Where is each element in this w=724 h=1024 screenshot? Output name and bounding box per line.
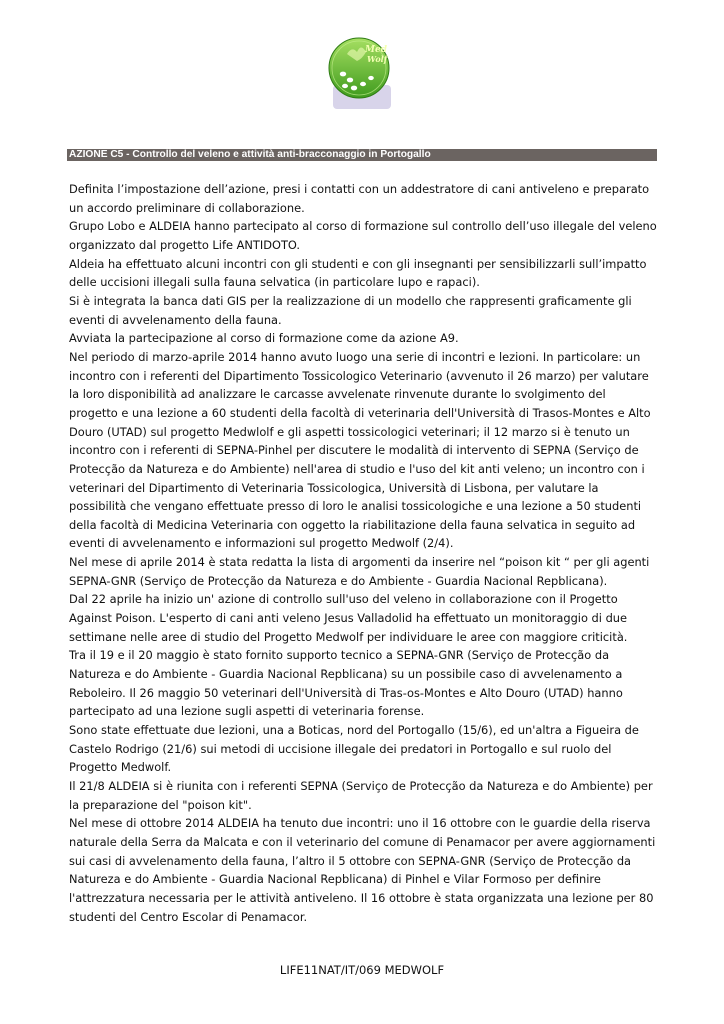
svg-text:Wolf: Wolf [367, 54, 388, 64]
svg-text:Med: Med [365, 45, 387, 55]
paragraph: Definita l’impostazione dell’azione, presi i contatti con un addestratore di cani antiveleno e preparato un accordo preliminare di collaborazione. [69, 182, 650, 215]
paragraph: Grupo Lobo e ALDEIA hanno partecipato al corso di formazione sul controllo dell’uso illegale del veleno organizzato dal progetto Life ANTIDOTO. [69, 219, 657, 252]
page-footer: LIFE11NAT/IT/069 MEDWOLF [279, 963, 445, 977]
section-title-bar: AZIONE C5 - Controllo del veleno e attività anti-bracconaggio in Portogallo [67, 149, 657, 161]
paragraph: Dal 22 aprile ha inizio un' azione di controllo sull'uso del veleno in collaborazione con il Progetto Against Poison. L'esperto di cani anti veleno Jesus Valladolid ha effettuato un monitoraggio di due settimane nelle aree di studio del Progetto Medwolf per individuare le aree con maggiore criticità. [69, 592, 628, 644]
paragraph: Il 21/8 ALDEIA si è riunita con i referenti SEPNA (Serviço de Protecção da Natureza e do Ambiente) per la preparazione del "poison kit". [69, 779, 653, 812]
paragraph: Si è integrata la banca dati GIS per la realizzazione di un modello che rappresenti graficamente gli eventi di avvelenamento della fauna. [69, 293, 632, 327]
paragraph: Nel mese di aprile 2014 è stata redatta la lista di argomenti da inserire nel “poison kit “ per gli agenti SEPNA-GNR (Serviço de Protecção da Natureza e do Ambiente - Guardia Nacional Repblicana). [69, 555, 650, 588]
paragraph: Aldeia ha effettuato alcuni incontri con gli studenti e con gli insegnanti per sensibilizzarli sull’impatto delle uccisioni illegali sulla fauna selvatica (in particolare lupo e rapaci). [69, 256, 647, 290]
medwolf-logo-icon [325, 30, 395, 110]
document-body [69, 180, 657, 926]
paragraph: Avviata la partecipazione al corso di formazione come da azione A9. [69, 331, 459, 346]
paragraph: Tra il 19 e il 20 maggio è stato fornito supporto tecnico a SEPNA-GNR (Serviço de Protecção da Natureza e do Ambiente - Guardia Nacional Repblicana) su un possibile caso di avvelenamento a Reboleiro. Il 26 maggio 50 veterinari dell'Università di Tras-os-Montes e Alto Douro (UTAD) hanno partecipato ad una lezione sugli aspetti di veterinaria forense. [69, 648, 623, 719]
paragraph: Sono state effettuate due lezioni, una a Boticas, nord del Portogallo (15/6), ed un'altra a Figueira de Castelo Rodrigo (21/6) sui metodi di uccisione illegale dei predatori in Portogallo e sul ruolo del Progetto Medwolf. [69, 723, 639, 775]
paragraph: Nel periodo di marzo-aprile 2014 hanno avuto luogo una serie di incontri e lezioni. In particolare: un incontro con i referenti del Dipartimento Tossicologico Veterinario (avvenuto il 26 marzo) per valutare la loro disponibilità ad analizzare le carcasse avvelenate rinvenute durante lo svolgimento del progetto e una lezione a 60 studenti della facoltà di veterinaria dell'Università di Trasos-Montes e Alto Douro (UTAD) sul progetto Medwlolf e gli aspetti tossicologici veterinari; il 12 marzo si è tenuto un incontro con i referenti di SEPNA-Pinhel per discutere le modalità di intervento di SEPNA (Serviço de Protecção da Natureza e do Ambiente) nell'area di studio e l'uso del kit anti veleno; un incontro con i veterinari del Dipartimento di Veterinaria Tossicologica, Università di Lisbona, per valutare la possibilità che vengano effettuate presso di loro le analisi tossicologiche e una lezione a 50 studenti della facoltà di Medicina Veterinaria con oggetto la riabilitazione della fauna selvatica in seguito ad eventi di avvelenamento e informazioni sul progetto Medwolf (2/4). [69, 349, 651, 551]
paragraph: Nel mese di ottobre 2014 ALDEIA ha tenuto due incontri: uno il 16 ottobre con le guardie della riserva naturale della Serra da Malcata e con il veterinario del comune di Penamacor per avere aggiornamenti sui casi di avvelenamento della fauna, l’altro il 5 ottobre con SEPNA-GNR (Serviço de Protecção da Natureza e do Ambiente - Guardia Nacional Repblicana) di Pinhel e Vilar Formoso per definire l'attrezzatura necessaria per le attività antiveleno. Il 16 ottobre è stata organizzata una lezione per 80 studenti del Centro Escolar di Penamacor. [69, 816, 656, 924]
